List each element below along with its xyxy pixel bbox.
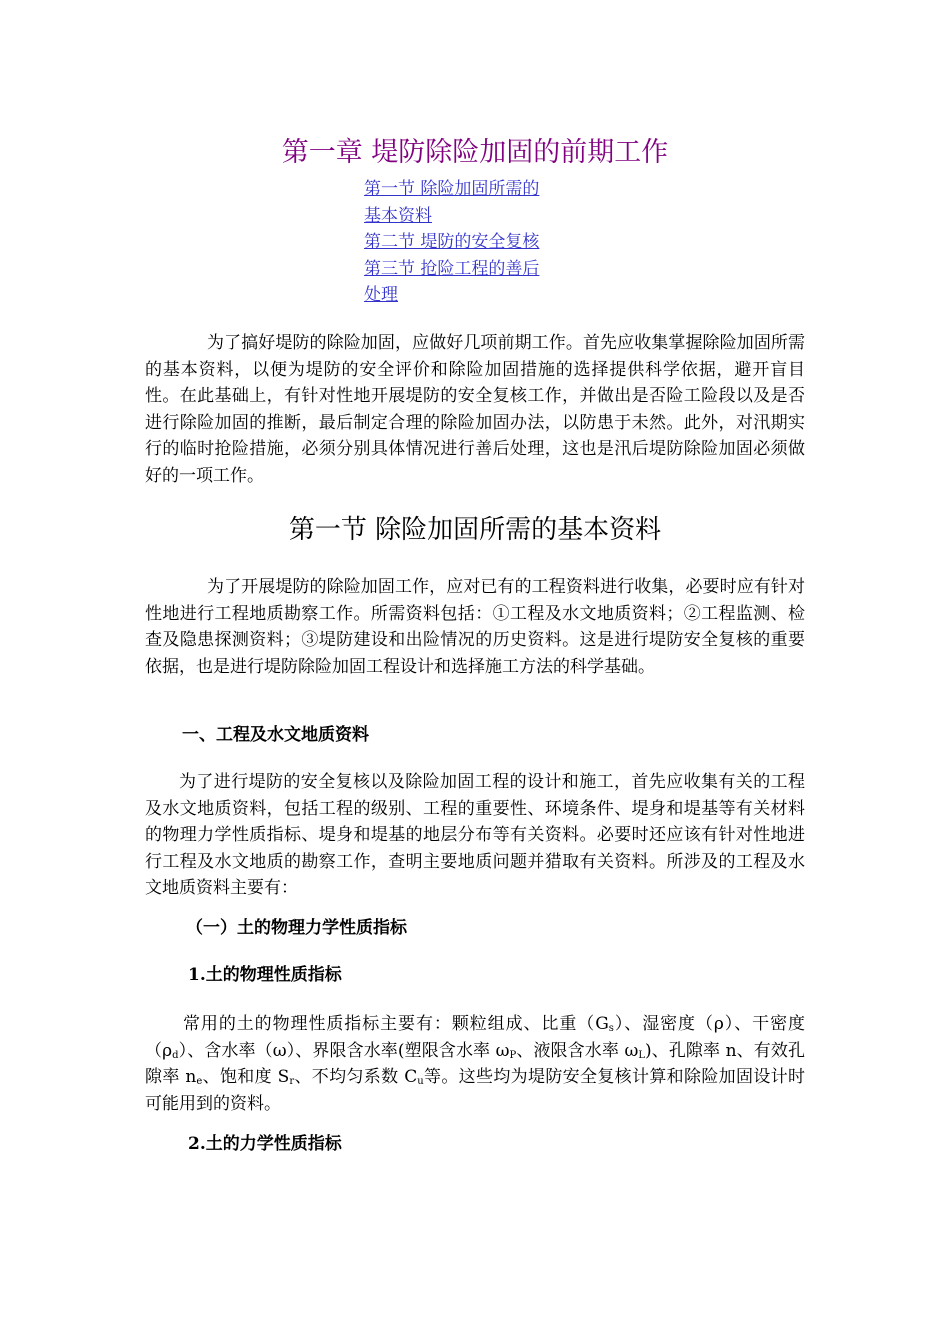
text-span: 、不均匀系数 C	[294, 1067, 418, 1087]
mechanical-indices-heading: 2.土的力学性质指标	[188, 1134, 342, 1154]
section-paragraph: 为了开展堤防的除险加固工作，应对已有的工程资料进行收集，必要时应有针对性地进行工程地质勘察工作。所需资料包括：①工程及水文地质资料；②工程监测、检查及隐患探测资料；③堤防建设和出险情况的历史资料。这是进行堤防安全复核的重要依据，也是进行堤防除险加固工程设计和选择施工方法的科学基础。	[145, 577, 805, 677]
physical-indices-heading: 1.土的物理性质指标	[188, 965, 342, 985]
section-title: 第一节 除险加固所需的基本资料	[288, 515, 662, 545]
subscript-u: u	[417, 1076, 424, 1087]
text-span: ）、含水率（ω）、界限含水率(塑限含水率 ω	[178, 1040, 510, 1061]
toc-item-section-3[interactable]	[364, 256, 584, 309]
text-span: )、孔隙率 n、有效孔隙率 n	[145, 1040, 805, 1087]
toc-link-section-3-line1[interactable]: 第三节 抢险工程的善后	[364, 258, 540, 279]
subsubsection-heading: （一）土的物理力学性质指标	[186, 918, 407, 938]
physical-indices-paragraph	[145, 1011, 805, 1117]
text-span: ）、湿密度（ρ）、干密度（ρ	[145, 1014, 805, 1061]
subscript-s: s	[608, 1023, 614, 1034]
text-span: 常用的土的物理性质指标主要有：颗粒组成、比重（G	[183, 1014, 609, 1034]
intro-paragraph: 为了搞好堤防的除险加固，应做好几项前期工作。首先应收集掌握除险加固所需的基本资料，以便为堤防的安全评价和除险加固措施的选择提供科学依据，避开盲目性。在此基础上，有针对性地开展堤防的安全复核工作，并做出是否险工险段以及是否进行除险加固的推断，最后制定合理的除险加固办法，以防患于未然。此外，对汛期实行的临时抢险措施，必须分别具体情况进行善后处理，这也是汛后堤防除险加固必须做好的一项工作。	[145, 333, 805, 486]
toc-link-section-1-line2[interactable]: 基本资料	[364, 205, 432, 226]
toc-link-section-3-line2[interactable]: 处理	[364, 285, 398, 305]
chapter-title: 第一章 堤防除险加固的前期工作	[281, 137, 669, 168]
subsection-heading: 一、工程及水文地质资料	[182, 725, 369, 745]
toc-item-section-2[interactable]	[364, 229, 584, 256]
text-span: 、液限含水率 ω	[516, 1040, 639, 1061]
subscript-l: L	[638, 1049, 645, 1061]
subsection-paragraph: 为了进行堤防的安全复核以及除险加固工程的设计和施工，首先应收集有关的工程及水文地质资料，包括工程的级别、工程的重要性、环境条件、堤身和堤基等有关材料的物理力学性质指标、堤身和堤基的地层分布等有关资料。必要时还应该有针对性地进行工程及水文地质的勘察工作，查明主要地质问题并猎取有关资料。所涉及的工程及水文地质资料主要有：	[145, 772, 805, 898]
toc-link-section-2-line1[interactable]: 第二节 堤防的安全复核	[364, 232, 540, 252]
subscript-e: e	[196, 1076, 203, 1087]
text-span: 、饱和度 S	[202, 1067, 290, 1087]
subscript-r: r	[289, 1076, 295, 1087]
toc-item-section-1[interactable]	[364, 176, 584, 229]
text-span: 等。这些均为堤防安全复核计算和除险加固设计时可能用到的资料。	[145, 1067, 805, 1114]
table-of-contents	[364, 176, 584, 309]
toc-link-section-1-line1[interactable]: 第一节 除险加固所需的	[364, 179, 540, 199]
subscript-d: d	[172, 1049, 179, 1061]
subscript-p: P	[509, 1049, 517, 1061]
